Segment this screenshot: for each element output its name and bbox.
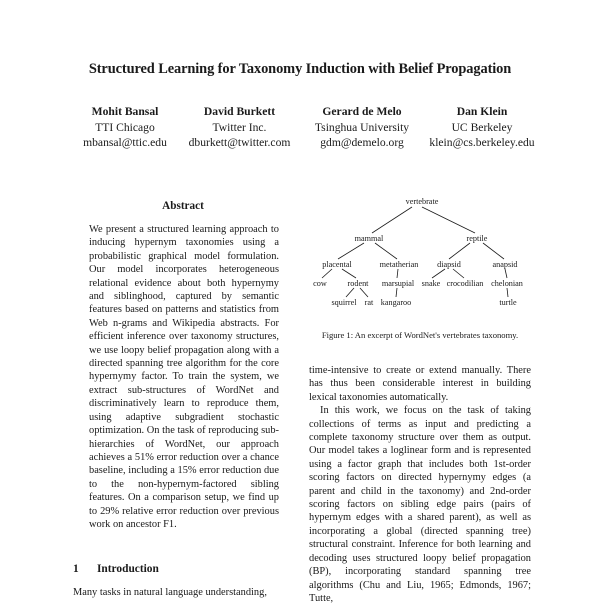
edge-placental-cow xyxy=(322,269,332,278)
author-affiliation: Twitter Inc. xyxy=(212,120,267,134)
section-heading-introduction xyxy=(73,563,159,575)
author-affiliation: Tsinghua University xyxy=(314,120,410,134)
abstract-body xyxy=(89,223,279,531)
edge-mammal-placental xyxy=(338,243,364,259)
edge-rodent-squirrel xyxy=(346,288,354,297)
node-kangaroo: kangaroo xyxy=(380,298,412,307)
node-snake: snake xyxy=(421,279,441,288)
author-2 xyxy=(177,104,302,151)
introduction-first-line xyxy=(73,586,295,599)
edge-reptile-diapsid xyxy=(449,243,470,259)
node-diapsid: diapsid xyxy=(437,260,461,269)
node-reptile: reptile xyxy=(466,234,488,243)
taxonomy-figure xyxy=(305,195,545,315)
author-name: Mohit Bansal xyxy=(91,105,159,118)
edge-vertebrate-reptile xyxy=(422,207,475,233)
node-squirrel: squirrel xyxy=(331,298,357,307)
node-mammal: mammal xyxy=(354,234,384,243)
edge-diapsid-crocodilian xyxy=(453,269,464,278)
node-placental: placental xyxy=(322,260,352,269)
edge-diapsid-snake xyxy=(432,269,445,278)
edge-metatherian-marsupial xyxy=(397,269,398,278)
abstract-text: We present a structured learning approach to inducing hypernym taxonomies using a probabilistic graphical model formulation. Our model incorporates heterogeneous relational evidence about both hypernymy and siblinghood, captured by semantic features based on patterns and statistics from Web n-grams and Wikipedia abstracts. For efficient inference over taxonomy structures, we use loopy belief propagation along with a directed spanning tree algorithm for the core hypernymy factor. To train the system, we extract sub-structures of WordNet and discriminatively learn to reproduce them, using adaptive subgradient stochastic optimization. On the task of reproducing sub-hierarchies of WordNet, our approach achieves a 51% error reduction over a chance baseline, including a 15% error reduction due to the non-hypernym-factored sibling features. On a comparison setup, we find up to 29% relative error reduction over previous work on ancestor F1. xyxy=(89,224,279,530)
author-1 xyxy=(70,104,180,151)
edge-vertebrate-mammal xyxy=(372,207,412,233)
section-title: Introduction xyxy=(97,563,159,575)
author-email: mbansal@ttic.edu xyxy=(83,136,167,149)
node-metatherian: metatherian xyxy=(379,260,419,269)
figure-caption: Figure 1: An excerpt of WordNet's vertebrates taxonomy. xyxy=(321,330,519,340)
edge-marsupial-kangaroo xyxy=(396,288,397,297)
edge-reptile-anapsid xyxy=(483,243,504,259)
edge-mammal-metatherian xyxy=(375,243,397,259)
node-marsupial: marsupial xyxy=(381,279,415,288)
edge-anapsid-chelonian xyxy=(505,269,507,278)
node-rat: rat xyxy=(364,298,374,307)
intro-text: Many tasks in natural language understanding, xyxy=(73,587,267,598)
edge-chelonian-turtle xyxy=(507,288,508,297)
author-email: klein@cs.berkeley.edu xyxy=(429,136,535,149)
edge-placental-rodent xyxy=(342,269,356,278)
node-crocodilian: crocodilian xyxy=(446,279,484,288)
author-name: David Burkett xyxy=(203,105,276,118)
paper-title: Structured Learning for Taxonomy Induction with Belief Propagation xyxy=(88,61,512,77)
author-4 xyxy=(418,104,546,151)
node-chelonian: chelonian xyxy=(491,279,523,288)
node-turtle: turtle xyxy=(499,298,517,307)
right-para-1: time-intensive to create or extend manually. There has thus been considerable interest in building lexical taxonomies automatically. xyxy=(309,365,531,403)
node-vertebrate: vertebrate xyxy=(405,197,439,206)
node-rodent: rodent xyxy=(347,279,369,288)
author-name: Dan Klein xyxy=(456,105,508,118)
author-affiliation: TTI Chicago xyxy=(95,120,155,134)
edge-rodent-rat xyxy=(360,288,368,297)
right-para-2: In this work, we focus on the task of taking collections of terms as input and predicting a complete taxonomy structure over them as output. Our model takes a loglinear form and is represented using a factor graph that includes both 1st-order scoring factors on directed hypernymy edges (a parent and child in the taxonomy) and 2nd-order scoring factors on sibling edge pairs (pairs of hypernym edges with a shared parent), as well as incorporating a global (directed spanning tree) structural constraint. Inference for both learning and decoding uses structured loopy belief propagation (BP), incorporating standard spanning tree algorithms (Chu and Liu, 1965; Edmonds, 1967; Tutte, xyxy=(309,405,531,604)
author-name: Gerard de Melo xyxy=(322,105,402,118)
author-affiliation: UC Berkeley xyxy=(451,120,513,134)
node-cow: cow xyxy=(313,279,327,288)
author-email: dburkett@twitter.com xyxy=(188,136,291,149)
abstract-heading: Abstract xyxy=(162,200,204,212)
author-3 xyxy=(298,104,426,151)
section-number: 1 xyxy=(73,563,79,575)
author-email: gdm@demelo.org xyxy=(320,136,404,149)
right-column-body xyxy=(309,364,531,605)
node-anapsid: anapsid xyxy=(492,260,518,269)
